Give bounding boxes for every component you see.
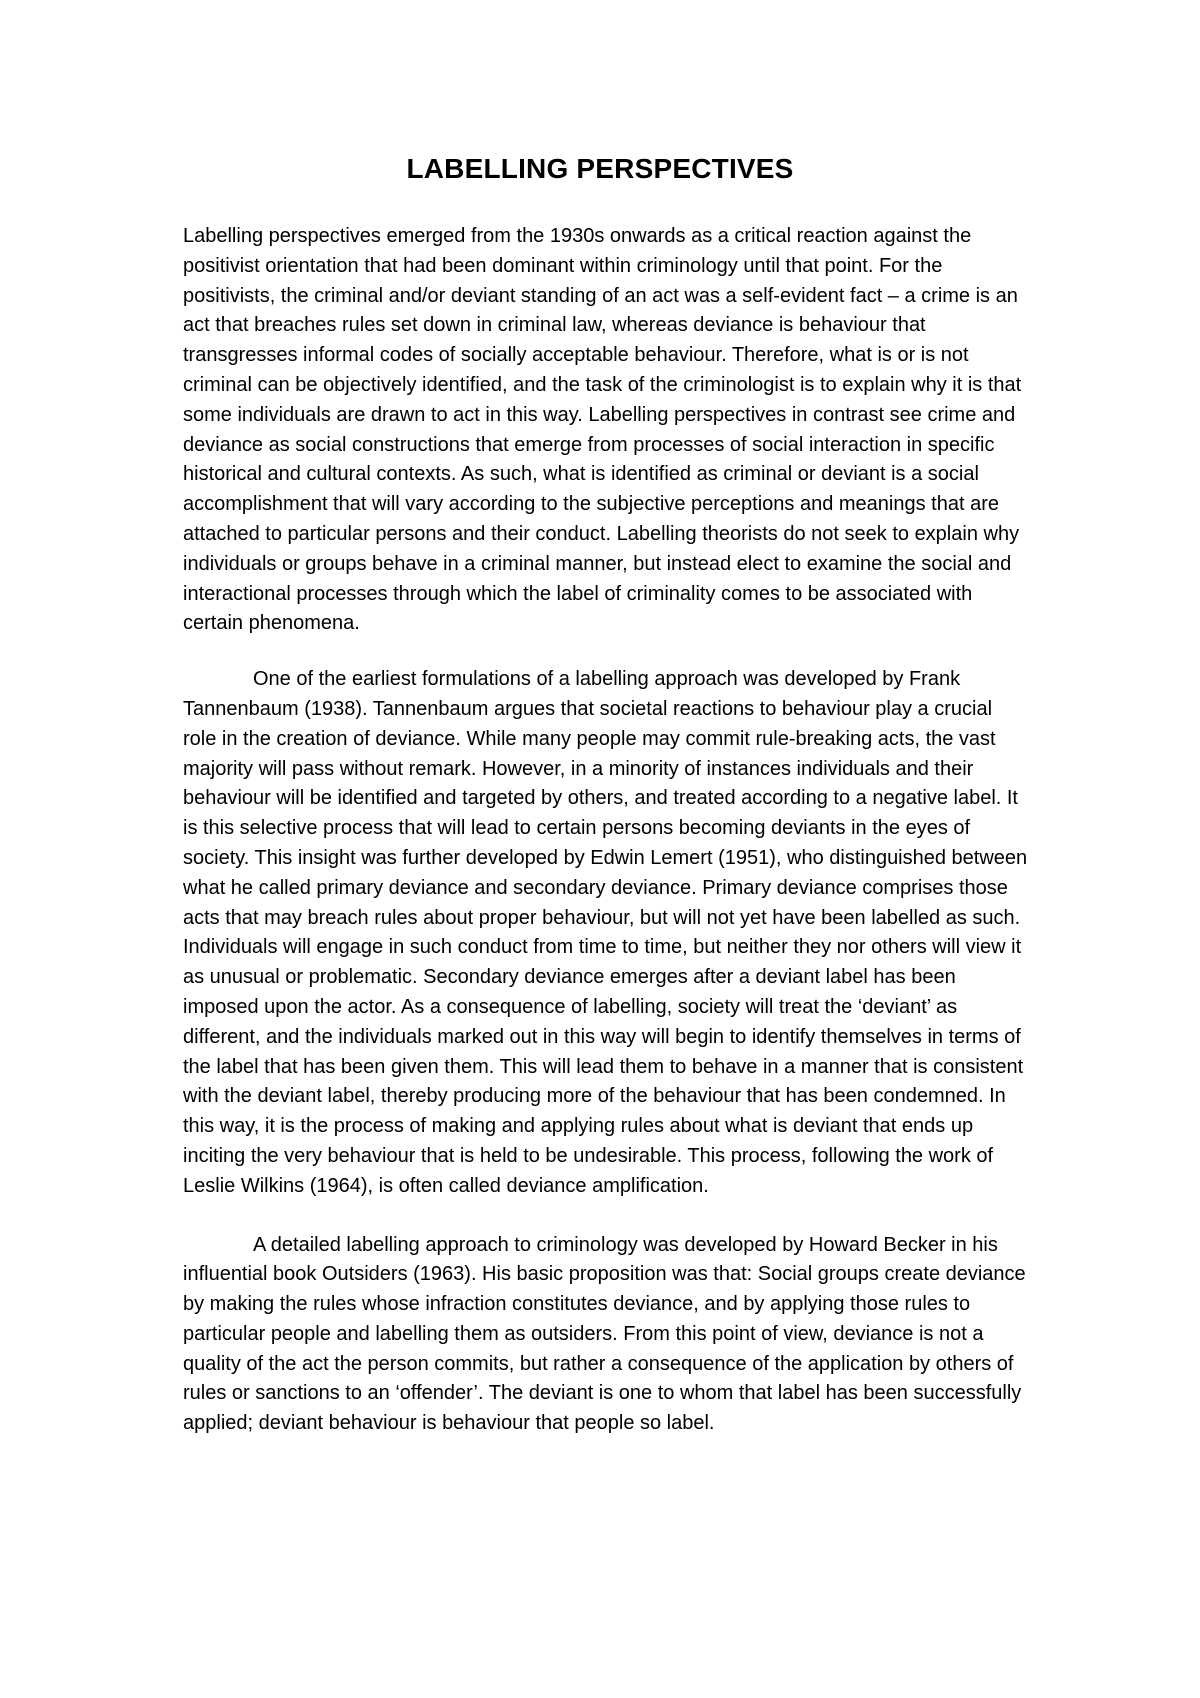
document-body: [183, 222, 1029, 1439]
paragraph-intro: Labelling perspectives emerged from the 1930s onwards as a critical reaction against the positivist orientation that had been dominant within criminology until that point. For the positivists, the criminal and/or deviant standing of an act was a self-evident fact – a crime is an act that breaches rules set down in criminal law, whereas deviance is behaviour that transgresses informal codes of socially acceptable behaviour. Therefore, what is or is not criminal can be objectively identified, and the task of the criminologist is to explain why it is that some individuals are drawn to act in this way. Labelling perspectives in contrast see crime and deviance as social constructions that emerge from processes of social interaction in specific historical and cultural contexts. As such, what is identified as criminal or deviant is a social accomplishment that will vary according to the subjective perceptions and meanings that are attached to particular persons and their conduct. Labelling theorists do not seek to explain why individuals or groups behave in a criminal manner, but instead elect to examine the social and interactional processes through which the label of criminality comes to be associated with certain phenomena.: [183, 225, 1022, 635]
paragraph-tannenbaum-lemert: One of the earliest formulations of a labelling approach was developed by Frank Tannenbaum (1938). Tannenbaum argues that societal reactions to behaviour play a crucial role in the creation of deviance. While many people may commit rule-breaking acts, the vast majority will pass without remark. However, in a minority of instances individuals and their behaviour will be identified and targeted by others, and treated according to a negative label. It is this selective process that will lead to certain persons becoming deviants in the eyes of society. This insight was further developed by Edwin Lemert (1951), who distinguished between what he called primary deviance and secondary deviance. Primary deviance comprises those acts that may breach rules about proper behaviour, but will not yet have been labelled as such. Individuals will engage in such conduct from time to time, but neither they nor others will view it as unusual or problematic. Secondary deviance emerges after a deviant label has been imposed upon the actor. As a consequence of labelling, society will treat the ‘deviant’ as different, and the individuals marked out in this way will begin to identify themselves in terms of the label that has been given them. This will lead them to behave in a manner that is consistent with the deviant label, thereby producing more of the behaviour that has been condemned. In this way, it is the process of making and applying rules about what is deviant that ends up inciting the very behaviour that is held to be undesirable. This process, following the work of Leslie Wilkins (1964), is often called deviance amplification.: [183, 668, 1028, 1197]
paragraph-becker: A detailed labelling approach to criminology was developed by Howard Becker in his influential book Outsiders (1963). His basic proposition was that: Social groups create deviance by making the rules whose infraction constitutes deviance, and by applying those rules to particular people and labelling them as outsiders. From this point of view, deviance is not a quality of the act the person commits, but rather a consequence of the application by others of rules or sanctions to an ‘offender’. The deviant is one to whom that label has been successfully applied; deviant behaviour is behaviour that people so label.: [183, 1233, 1026, 1435]
document-title: LABELLING PERSPECTIVES: [406, 153, 794, 184]
